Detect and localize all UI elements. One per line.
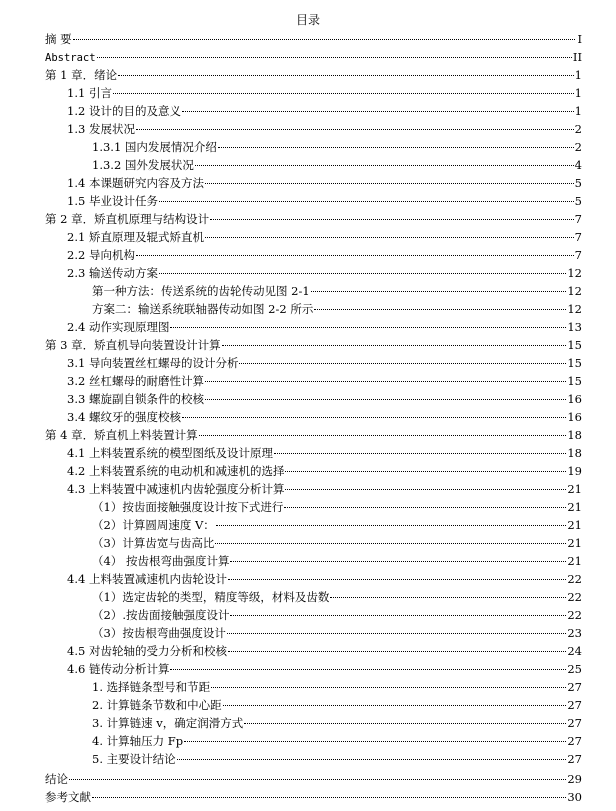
dot-leader [227, 633, 567, 634]
toc-entry-label: 4. 计算轴压力 Fp [92, 734, 184, 748]
toc-entry-page: 5 [574, 176, 582, 190]
toc-entry-page: 12 [567, 302, 582, 316]
dot-leader [92, 797, 566, 798]
dot-leader [97, 57, 572, 58]
toc-entry-page: 1 [574, 68, 582, 82]
toc-entry-label: 5. 主要设计结论 [92, 752, 176, 766]
toc-entry-page: 21 [567, 500, 582, 514]
dot-leader [210, 219, 574, 220]
toc-entry-page: II [572, 50, 582, 64]
toc-entry-page: 22 [567, 572, 582, 586]
toc-entry-label: 结论 [45, 772, 68, 786]
toc-entry-page: 21 [567, 482, 582, 496]
toc-entry[interactable] [45, 788, 582, 806]
toc-entry-label: （2）.按齿面接触强度设计 [92, 608, 230, 622]
dot-leader [159, 201, 574, 202]
toc-entry-page: 4 [574, 158, 582, 172]
dot-leader [205, 381, 566, 382]
toc-entry-label: 第 4 章．矫直机上料装置计算 [45, 428, 198, 442]
toc-entry-page: 19 [567, 464, 582, 478]
toc-entry-page: 27 [567, 716, 582, 730]
dot-leader [230, 561, 566, 562]
toc-entry-label: 方案二：输送系统联轴器传动如图 2-2 所示 [92, 302, 314, 316]
toc-entry-label: 2.4 动作实现原理图 [67, 320, 170, 334]
toc-entry[interactable] [67, 120, 582, 138]
dot-leader [69, 779, 566, 780]
dot-leader [205, 183, 574, 184]
toc-entry[interactable] [92, 516, 582, 534]
dot-leader [222, 345, 567, 346]
toc-entry[interactable] [67, 84, 582, 102]
toc-entry-page: I [577, 32, 582, 46]
toc-entry-label: 4.4 上料装置减速机内齿轮设计 [67, 572, 227, 586]
dot-leader [205, 399, 566, 400]
dot-leader [205, 237, 574, 238]
toc-entry[interactable] [92, 606, 582, 624]
toc-entry[interactable] [67, 660, 582, 678]
toc-entry[interactable] [67, 228, 582, 246]
toc-entry-page: 22 [567, 608, 582, 622]
toc-entry[interactable] [92, 282, 582, 300]
toc-entry-label: 3.1 导向装置丝杠螺母的设计分析 [67, 356, 239, 370]
toc-entry[interactable] [92, 138, 582, 156]
toc-entry-label: 2.2 导向机构 [67, 248, 135, 262]
toc-entry-label: 摘 要 [45, 32, 72, 46]
toc-entry[interactable] [92, 714, 582, 732]
dot-leader [113, 93, 574, 94]
toc-entry-page: 27 [567, 680, 582, 694]
toc-entry-label: 4.6 链传动分析计算 [67, 662, 170, 676]
toc-entry-label: （4） 按齿根弯曲强度计算 [92, 554, 230, 568]
toc-entry-label: 1.2 设计的目的及意义 [67, 104, 181, 118]
toc-entry-page: 27 [567, 698, 582, 712]
dot-leader [244, 723, 566, 724]
toc-entry-page: 7 [574, 212, 582, 226]
toc-entry-page: 13 [567, 320, 582, 334]
toc-entry-label: 1.5 毕业设计任务 [67, 194, 158, 208]
toc-entry-label: 1.4 本课题研究内容及方法 [67, 176, 204, 190]
toc-entry[interactable] [67, 264, 582, 282]
toc-entry[interactable] [92, 750, 582, 768]
dot-leader [195, 165, 574, 166]
dot-leader [199, 435, 567, 436]
dot-leader [239, 363, 566, 364]
toc-entry-page: 21 [567, 554, 582, 568]
dot-leader [211, 687, 566, 688]
toc-entry[interactable] [92, 732, 582, 750]
dot-leader [228, 579, 566, 580]
toc-entry-page: 29 [567, 772, 582, 786]
toc-entry[interactable] [92, 300, 582, 318]
toc-entry-label: 1. 选择链条型号和节距 [92, 680, 211, 694]
dot-leader [170, 327, 566, 328]
toc-entry-label: 1.3.1 国内发展情况介绍 [92, 140, 217, 154]
toc-entry-label: 第 2 章．矫直机原理与结构设计 [45, 212, 210, 226]
toc-entry-label: 4.2 上料装置系统的电动机和减速机的选择 [67, 464, 285, 478]
toc-entry[interactable] [92, 156, 582, 174]
toc-entry-label: 3.4 螺纹牙的强度校核 [67, 410, 181, 424]
toc-entry-page: 15 [567, 338, 582, 352]
toc-entry-page: 15 [567, 374, 582, 388]
toc-entry[interactable] [45, 210, 582, 228]
dot-leader [330, 597, 566, 598]
toc-entry[interactable] [67, 192, 582, 210]
dot-leader [136, 255, 574, 256]
toc-entry-label: 1.3 发展状况 [67, 122, 135, 136]
toc-entry-page: 12 [567, 284, 582, 298]
toc-entry-label: 3.2 丝杠螺母的耐磨性计算 [67, 374, 204, 388]
dot-leader [223, 705, 567, 706]
toc-entry-label: （3）按齿根弯曲强度设计 [92, 626, 226, 640]
toc-entry-label: 3.3 螺旋副自锁条件的校核 [67, 392, 204, 406]
dot-leader [215, 543, 566, 544]
dot-leader [314, 309, 566, 310]
toc-entry-page: 27 [567, 752, 582, 766]
toc-entry-page: 1 [574, 86, 582, 100]
toc-entry-page: 16 [567, 410, 582, 424]
toc-entry-label: 2.1 矫直原理及辊式矫直机 [67, 230, 204, 244]
toc-entry-page: 25 [567, 662, 582, 676]
toc-entry[interactable] [67, 102, 582, 120]
toc-entry[interactable] [67, 570, 582, 588]
dot-leader [177, 759, 567, 760]
toc-entry[interactable] [67, 372, 582, 390]
toc-entry-label: Abstract [45, 52, 96, 64]
toc-entry-label: 4.1 上料装置系统的模型图纸及设计原理 [67, 446, 273, 460]
toc-entry[interactable] [67, 408, 582, 426]
toc-entry-page: 16 [567, 392, 582, 406]
toc-entry-page: 7 [574, 230, 582, 244]
dot-leader [182, 417, 566, 418]
dot-leader [274, 453, 566, 454]
toc-entry[interactable] [92, 696, 582, 714]
toc-entry[interactable] [45, 336, 582, 354]
dot-leader [73, 39, 575, 40]
toc-entry-page: 15 [567, 356, 582, 370]
toc-entry-page: 12 [567, 266, 582, 280]
dot-leader [170, 669, 566, 670]
toc-entry-page: 18 [567, 446, 582, 460]
dot-leader [228, 651, 566, 652]
toc-entry-label: （3）计算齿宽与齿高比 [92, 536, 215, 550]
toc-entry[interactable] [67, 174, 582, 192]
toc-entry[interactable] [92, 624, 582, 642]
toc-entry[interactable] [45, 30, 582, 48]
dot-leader [311, 291, 567, 292]
dot-leader [284, 507, 566, 508]
dot-leader [230, 615, 566, 616]
toc-entry-label: 4.3 上料装置中减速机内齿轮强度分析计算 [67, 482, 285, 496]
toc-entry-page: 30 [567, 790, 582, 804]
toc-entry[interactable] [92, 552, 582, 570]
toc-entry[interactable] [67, 444, 582, 462]
toc-entry-page: 23 [567, 626, 582, 640]
dot-leader [159, 273, 566, 274]
dot-leader [285, 489, 566, 490]
dot-leader [216, 525, 567, 526]
toc-entry-label: 2.3 输送传动方案 [67, 266, 158, 280]
toc-title: 目录 [295, 13, 320, 27]
toc-entry[interactable] [45, 48, 582, 66]
toc-entry-page: 2 [574, 122, 582, 136]
toc-entry-label: 第 3 章．矫直机导向装置设计计算 [45, 338, 221, 352]
toc-entry-page: 18 [567, 428, 582, 442]
toc-entry-page: 5 [574, 194, 582, 208]
toc-entry[interactable] [92, 588, 582, 606]
toc-entry-label: 第 1 章．绪论 [45, 68, 118, 82]
toc-entry-label: 参考文献 [45, 790, 91, 804]
toc-entry[interactable] [67, 390, 582, 408]
toc-entry[interactable] [45, 770, 582, 788]
dot-leader [218, 147, 574, 148]
toc-entry[interactable] [45, 66, 582, 84]
toc-entry-label: 1.1 引言 [67, 86, 112, 100]
toc-entry-page: 21 [567, 518, 582, 532]
toc-entry-label: （1）按齿面接触强度设计按下式进行 [92, 500, 284, 514]
toc-entry-label: （2）计算圆周速度 V： [92, 518, 215, 532]
toc-entry-label: 第一种方法：传送系统的齿轮传动见图 2-1 [92, 284, 310, 298]
toc-entry[interactable] [92, 498, 582, 516]
toc-entry-label: 4.5 对齿轮轴的受力分析和校核 [67, 644, 227, 658]
toc-entry[interactable] [67, 480, 582, 498]
toc-entry-page: 21 [567, 536, 582, 550]
toc-entry-label: 2. 计算链条节数和中心距 [92, 698, 222, 712]
toc-entry-page: 2 [574, 140, 582, 154]
dot-leader [184, 741, 566, 742]
toc-entry[interactable] [67, 642, 582, 660]
dot-leader [182, 111, 574, 112]
dot-leader [136, 129, 574, 130]
toc-entry-page: 24 [567, 644, 582, 658]
dot-leader [118, 75, 574, 76]
toc-entry-page: 22 [567, 590, 582, 604]
dot-leader [285, 471, 566, 472]
toc-entry[interactable] [45, 426, 582, 444]
toc-entry-page: 1 [574, 104, 582, 118]
toc-entry[interactable] [67, 462, 582, 480]
toc-entry-page: 27 [567, 734, 582, 748]
toc-entry-label: 3. 计算链速 v，确定润滑方式 [92, 716, 244, 730]
toc-entry-label: 1.3.2 国外发展状况 [92, 158, 194, 172]
toc-entry[interactable] [67, 318, 582, 336]
toc-entry[interactable] [67, 246, 582, 264]
toc-entry[interactable] [67, 354, 582, 372]
toc-entry[interactable] [92, 534, 582, 552]
toc-entry[interactable] [92, 678, 582, 696]
toc-entry-label: （1）选定齿轮的类型，精度等级，材料及齿数 [92, 590, 330, 604]
toc-entry-page: 7 [574, 248, 582, 262]
